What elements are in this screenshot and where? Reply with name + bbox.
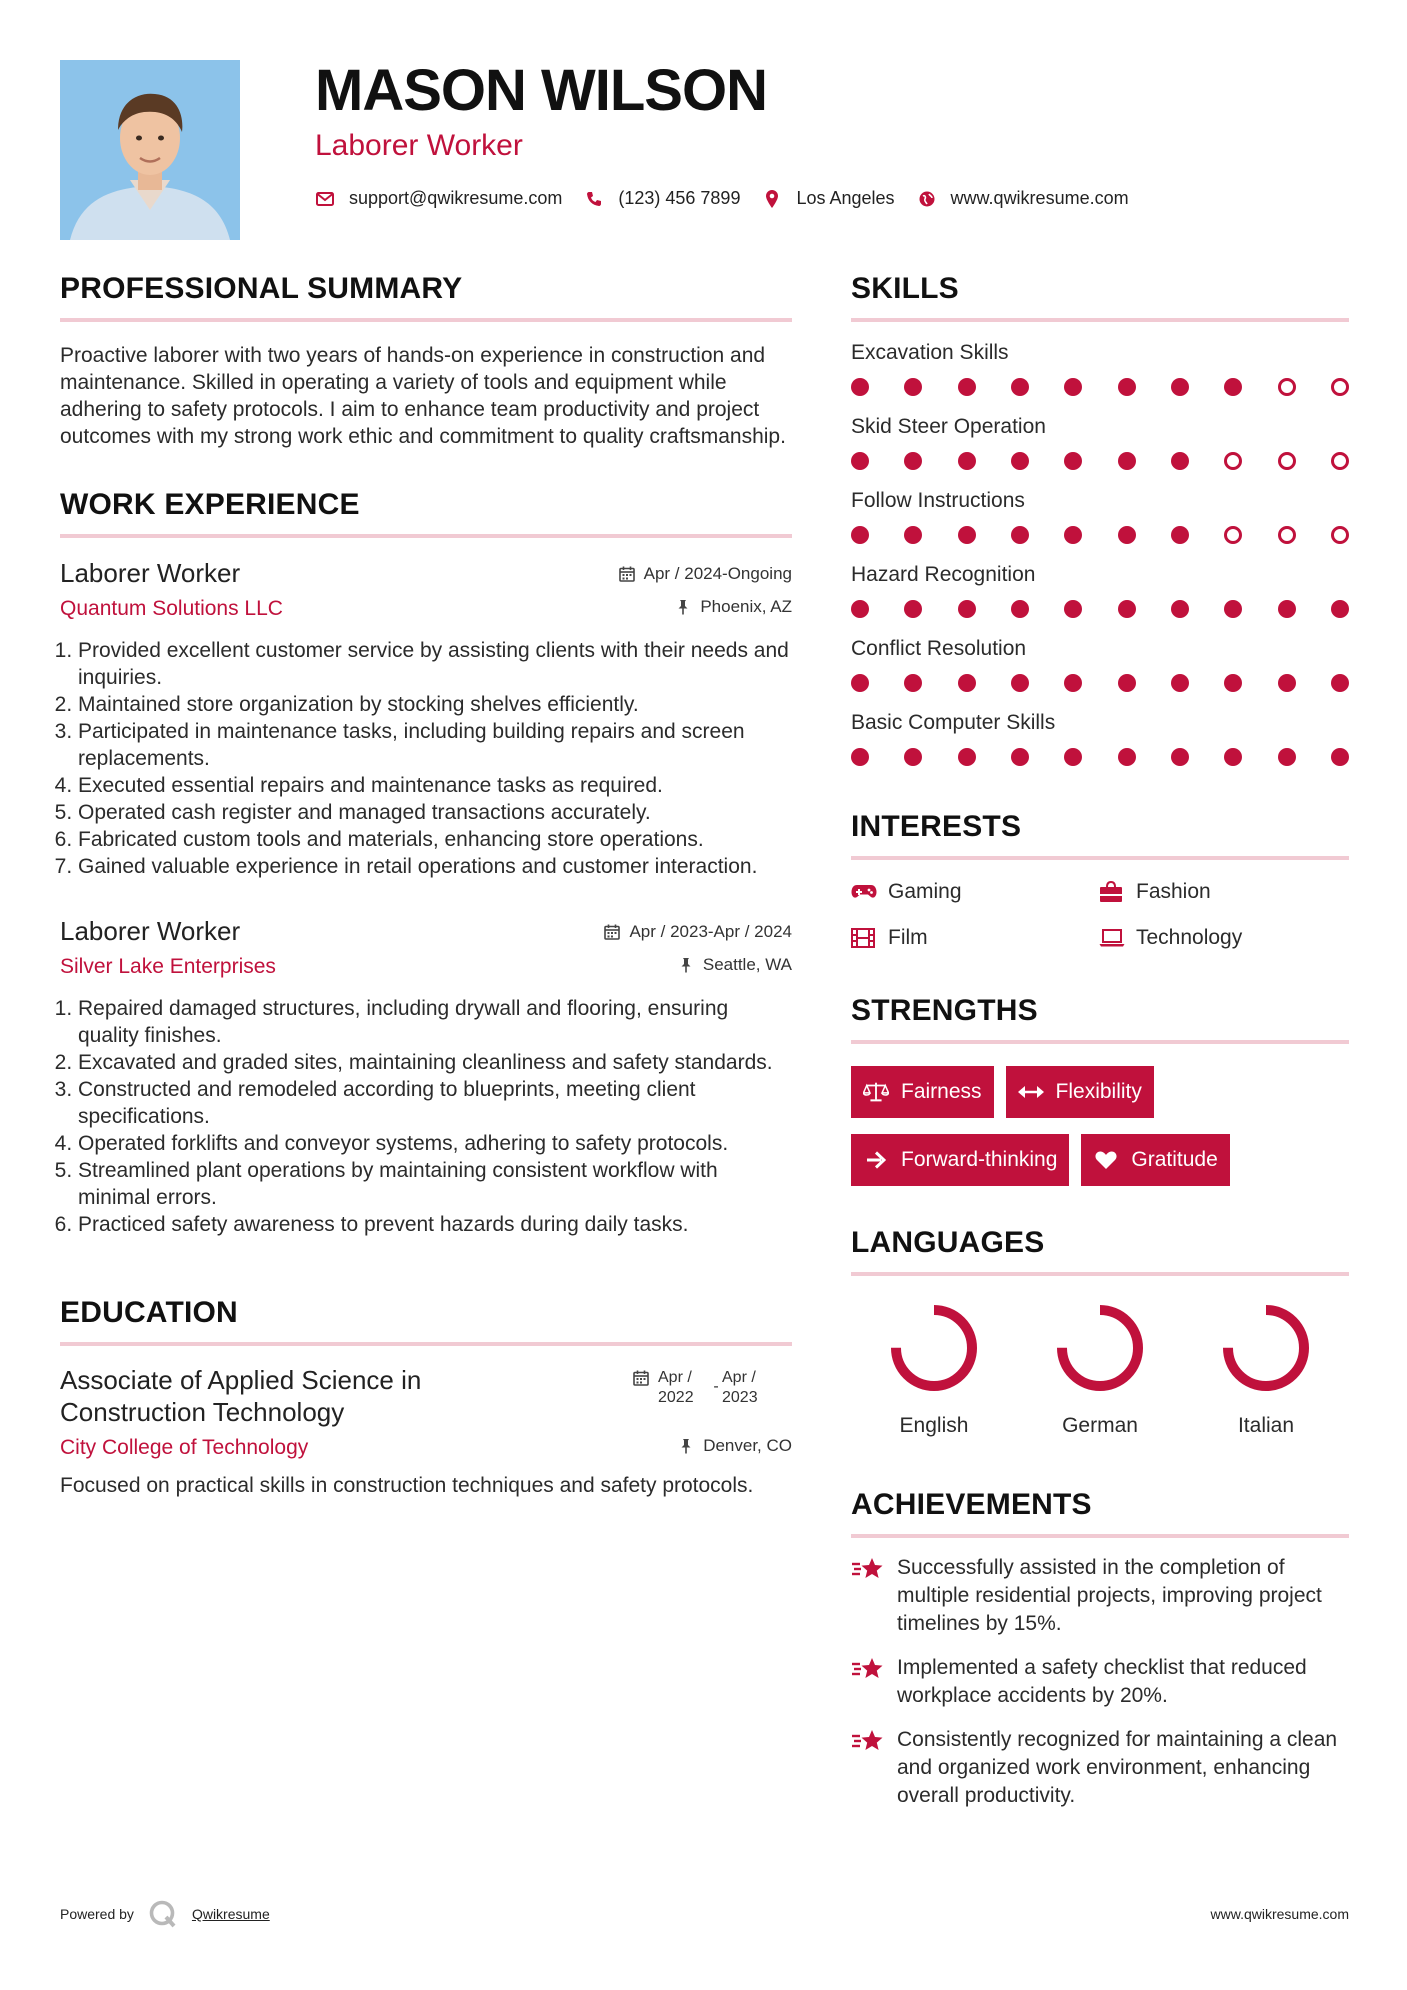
job-company: Quantum Solutions LLC — [60, 597, 283, 620]
candidate-title: Laborer Worker — [315, 129, 523, 162]
contact-phone[interactable] — [584, 188, 740, 209]
language-name: German — [1062, 1414, 1138, 1437]
job-company: Silver Lake Enterprises — [60, 955, 276, 978]
rating-dot-filled — [1224, 748, 1242, 766]
rating-dot-filled — [1171, 748, 1189, 766]
powered-by-text: Powered by — [60, 1906, 134, 1922]
globe-icon — [917, 189, 937, 209]
job-duties — [60, 995, 792, 1238]
rating-dot-empty — [1331, 378, 1349, 396]
rating-dot-filled — [958, 452, 976, 470]
language-ring-arc — [896, 1310, 972, 1386]
summary-text: Proactive laborer with two years of hands-on experience in construction and maintenance. Skilled in operating a variety of tools and equipment while adhering to safety protocols. I aim to enhance team productivity and project outcomes with my strong work ethic and commitment to quality craftsmanship. — [60, 344, 786, 448]
rating-dot-empty — [1224, 526, 1242, 544]
rating-dot-filled — [1011, 526, 1029, 544]
experience-section — [60, 488, 792, 1238]
duty-item: 7. Gained valuable experience in retail operations and customer interaction. — [78, 853, 792, 880]
strengths-heading: STRENGTHS — [851, 994, 1349, 1044]
film-icon — [851, 927, 877, 949]
interest-item — [1099, 926, 1349, 950]
shooting-star-icon — [851, 1727, 885, 1755]
map-pin-icon — [762, 189, 782, 209]
rating-dot-empty — [1331, 526, 1349, 544]
calendar-icon — [619, 566, 635, 582]
achievement-text: Consistently recognized for maintaining a clean and organized work environment, enhancing overall productivity. — [897, 1728, 1338, 1807]
skill-rating — [851, 674, 1349, 692]
language-name: English — [899, 1414, 969, 1437]
brand-link[interactable]: Qwikresume — [191, 1906, 270, 1922]
job-location — [675, 597, 792, 617]
education-section — [60, 1296, 792, 1499]
rating-dot-filled — [904, 748, 922, 766]
skill-name: Hazard Recognition — [851, 563, 1036, 586]
duty-item: 1. Provided excellent customer service by assisting clients with their needs and inquiries. — [78, 637, 792, 691]
rating-dot-filled — [1224, 600, 1242, 618]
job-location — [678, 955, 792, 975]
rating-dot-filled — [1064, 674, 1082, 692]
rating-dot-filled — [1278, 600, 1296, 618]
strength-badge — [1081, 1134, 1229, 1186]
rating-dot-filled — [958, 526, 976, 544]
balance-scale-icon — [863, 1081, 889, 1103]
interest-label: Fashion — [1136, 880, 1211, 903]
rating-dot-filled — [1011, 452, 1029, 470]
summary-heading: PROFESSIONAL SUMMARY — [60, 272, 792, 322]
arrow-right-icon — [863, 1149, 889, 1171]
rating-dot-filled — [1171, 600, 1189, 618]
job-date-text: Apr / 2023-Apr / 2024 — [629, 922, 792, 941]
education-description: Focused on practical skills in construction techniques and safety protocols. — [60, 1474, 754, 1497]
interest-item — [851, 926, 1099, 950]
rating-dot-empty — [1331, 452, 1349, 470]
rating-dot-empty — [1278, 526, 1296, 544]
interest-label: Gaming — [888, 880, 962, 903]
contact-email-text: support@qwikresume.com — [349, 188, 563, 208]
skill-rating — [851, 600, 1349, 618]
shooting-star-icon — [851, 1555, 885, 1583]
rating-dot-filled — [1118, 378, 1136, 396]
job-date-text: Apr / 2024-Ongoing — [643, 564, 792, 583]
rating-dot-filled — [904, 452, 922, 470]
header — [315, 56, 1367, 209]
language-ring-arc — [1062, 1310, 1138, 1386]
skill-row — [851, 488, 1349, 544]
rating-dot-filled — [1064, 600, 1082, 618]
duty-item: 1. Repaired damaged structures, including drywall and flooring, ensuring quality finishes. — [78, 995, 792, 1049]
job-date — [619, 564, 792, 584]
language-item — [851, 1298, 1017, 1438]
achievement-item — [851, 1654, 1349, 1710]
rating-dot-filled — [1171, 452, 1189, 470]
rating-dot-filled — [851, 748, 869, 766]
footer-powered-by — [60, 1899, 270, 1929]
skill-name: Follow Instructions — [851, 489, 1025, 512]
interest-item — [1099, 880, 1349, 904]
job-location-text: Phoenix, AZ — [700, 597, 792, 616]
languages-list — [851, 1298, 1349, 1438]
education-end: Apr / 2023 — [722, 1369, 758, 1406]
achievements-section — [851, 1488, 1349, 1810]
rating-dot-filled — [1118, 674, 1136, 692]
rating-dot-empty — [1224, 452, 1242, 470]
strengths-section — [851, 994, 1349, 1202]
pushpin-icon — [678, 1438, 694, 1454]
duty-item: 5. Streamlined plant operations by maintaining consistent workflow with minimal errors. — [78, 1157, 792, 1211]
skill-row — [851, 414, 1349, 470]
rating-dot-filled — [958, 378, 976, 396]
strength-label: Flexibility — [1055, 1080, 1142, 1103]
skill-rating — [851, 378, 1349, 396]
language-ring — [884, 1298, 984, 1398]
calendar-icon — [604, 924, 620, 940]
left-column — [60, 272, 792, 1499]
language-name: Italian — [1237, 1414, 1295, 1437]
rating-dot-filled — [1118, 748, 1136, 766]
language-ring — [1050, 1298, 1150, 1398]
gamepad-icon — [851, 881, 877, 903]
school-location — [678, 1436, 792, 1456]
skill-name: Skid Steer Operation — [851, 415, 1046, 438]
rating-dot-filled — [1278, 748, 1296, 766]
rating-dot-filled — [1224, 378, 1242, 396]
job-duties — [60, 637, 792, 880]
summary-section — [60, 272, 792, 450]
rating-dot-filled — [958, 748, 976, 766]
languages-section — [851, 1226, 1349, 1438]
strength-label: Fairness — [901, 1080, 982, 1103]
laptop-icon — [1099, 927, 1125, 949]
job-entry — [60, 558, 792, 880]
shopping-bag-icon — [1099, 881, 1125, 903]
interests-section — [851, 810, 1349, 950]
contact-phone-text: (123) 456 7899 — [618, 188, 741, 208]
rating-dot-filled — [904, 526, 922, 544]
languages-heading: LANGUAGES — [851, 1226, 1349, 1276]
achievement-item — [851, 1726, 1349, 1810]
rating-dot-filled — [1331, 748, 1349, 766]
candidate-name: MASON WILSON — [315, 58, 767, 123]
calendar-icon — [633, 1370, 649, 1386]
job-location-text: Seattle, WA — [702, 955, 792, 974]
envelope-icon — [315, 189, 335, 209]
rating-dot-filled — [851, 526, 869, 544]
interest-label: Film — [888, 926, 928, 949]
education-start: Apr / 2022 — [658, 1369, 694, 1406]
skill-name: Basic Computer Skills — [851, 711, 1056, 734]
language-ring-arc — [1228, 1310, 1304, 1386]
language-item — [1183, 1298, 1349, 1438]
duty-item: 4. Operated forklifts and conveyor systems, adhering to safety protocols. — [78, 1130, 792, 1157]
rating-dot-filled — [1331, 600, 1349, 618]
rating-dot-filled — [1064, 378, 1082, 396]
shooting-star-icon — [851, 1655, 885, 1683]
rating-dot-filled — [1171, 526, 1189, 544]
rating-dot-filled — [1011, 378, 1029, 396]
job-role: Laborer Worker — [60, 916, 241, 946]
rating-dot-filled — [1118, 452, 1136, 470]
strength-badge — [1006, 1066, 1154, 1118]
duty-item: 3. Participated in maintenance tasks, including building repairs and screen replacements. — [78, 718, 792, 772]
rating-dot-filled — [851, 378, 869, 396]
duty-item: 3. Constructed and remodeled according to blueprints, meeting client specifications. — [78, 1076, 792, 1130]
contact-email[interactable] — [315, 188, 562, 209]
skill-row — [851, 562, 1349, 618]
pushpin-icon — [675, 599, 691, 615]
education-heading: EDUCATION — [60, 1296, 792, 1346]
experience-heading: WORK EXPERIENCE — [60, 488, 792, 538]
rating-dot-filled — [1011, 674, 1029, 692]
language-ring — [1216, 1298, 1316, 1398]
duty-item: 6. Fabricated custom tools and materials, enhancing store operations. — [78, 826, 792, 853]
contact-website[interactable] — [917, 188, 1129, 209]
rating-dot-filled — [1331, 674, 1349, 692]
footer-url[interactable]: www.qwikresume.com — [1210, 1906, 1349, 1922]
right-column — [851, 272, 1349, 1810]
contact-location-text: Los Angeles — [796, 188, 895, 208]
achievement-item — [851, 1554, 1349, 1638]
skill-name: Conflict Resolution — [851, 637, 1027, 660]
rating-dot-filled — [851, 674, 869, 692]
duty-item: 4. Executed essential repairs and maintenance tasks as required. — [78, 772, 792, 799]
duty-item: 6. Practiced safety awareness to prevent hazards during daily tasks. — [78, 1211, 792, 1238]
achievements-heading: ACHIEVEMENTS — [851, 1488, 1349, 1538]
profile-photo — [60, 60, 240, 240]
rating-dot-filled — [1171, 378, 1189, 396]
rating-dot-filled — [1064, 526, 1082, 544]
rating-dot-filled — [851, 452, 869, 470]
skill-rating — [851, 452, 1349, 470]
rating-dot-filled — [1118, 600, 1136, 618]
achievement-text: Implemented a safety checklist that reduced workplace accidents by 20%. — [897, 1656, 1307, 1707]
rating-dot-filled — [904, 600, 922, 618]
rating-dot-filled — [1171, 674, 1189, 692]
school-name: City College of Technology — [60, 1436, 309, 1459]
education-date-separator: - — [713, 1378, 719, 1395]
duty-item: 2. Excavated and graded sites, maintaining cleanliness and safety standards. — [78, 1049, 792, 1076]
strength-badge — [851, 1134, 1069, 1186]
skill-row — [851, 710, 1349, 766]
rating-dot-filled — [958, 674, 976, 692]
skills-list — [851, 340, 1349, 766]
rating-dot-filled — [1011, 600, 1029, 618]
skill-name: Excavation Skills — [851, 341, 1009, 364]
skill-row — [851, 636, 1349, 692]
achievement-text: Successfully assisted in the completion of multiple residential projects, improving project timelines by 15%. — [897, 1556, 1322, 1635]
rating-dot-filled — [1064, 748, 1082, 766]
interest-item — [851, 880, 1099, 904]
strength-badge — [851, 1066, 994, 1118]
rating-dot-filled — [904, 378, 922, 396]
interest-label: Technology — [1136, 926, 1243, 949]
education-dates — [633, 1368, 774, 1428]
rating-dot-filled — [1224, 674, 1242, 692]
rating-dot-filled — [1118, 526, 1136, 544]
contact-row — [315, 188, 1367, 209]
arrows-horizontal-icon — [1018, 1081, 1044, 1103]
rating-dot-filled — [904, 674, 922, 692]
skill-rating — [851, 526, 1349, 544]
rating-dot-filled — [851, 600, 869, 618]
strength-label: Gratitude — [1131, 1148, 1218, 1171]
degree-title: Associate of Applied Science in Construction Technology — [60, 1365, 422, 1427]
duty-item: 5. Operated cash register and managed transactions accurately. — [78, 799, 792, 826]
interests-heading: INTERESTS — [851, 810, 1349, 860]
pushpin-icon — [678, 957, 694, 973]
school-location-text: Denver, CO — [703, 1436, 792, 1455]
rating-dot-filled — [1278, 674, 1296, 692]
contact-website-text: www.qwikresume.com — [950, 188, 1129, 208]
rating-dot-empty — [1278, 378, 1296, 396]
heart-icon — [1093, 1149, 1119, 1171]
rating-dot-empty — [1278, 452, 1296, 470]
rating-dot-filled — [1064, 452, 1082, 470]
rating-dot-filled — [1011, 748, 1029, 766]
job-role: Laborer Worker — [60, 558, 241, 588]
skill-row — [851, 340, 1349, 396]
skill-rating — [851, 748, 1349, 766]
contact-location — [762, 188, 894, 209]
language-item — [1017, 1298, 1183, 1438]
job-entry — [60, 916, 792, 1238]
skills-heading: SKILLS — [851, 272, 1349, 322]
skills-section — [851, 272, 1349, 766]
qwikresume-logo-icon — [148, 1899, 178, 1929]
job-date — [604, 922, 792, 942]
phone-icon — [584, 189, 604, 209]
duty-item: 2. Maintained store organization by stocking shelves efficiently. — [78, 691, 792, 718]
strength-label: Forward-thinking — [901, 1148, 1058, 1171]
rating-dot-filled — [958, 600, 976, 618]
